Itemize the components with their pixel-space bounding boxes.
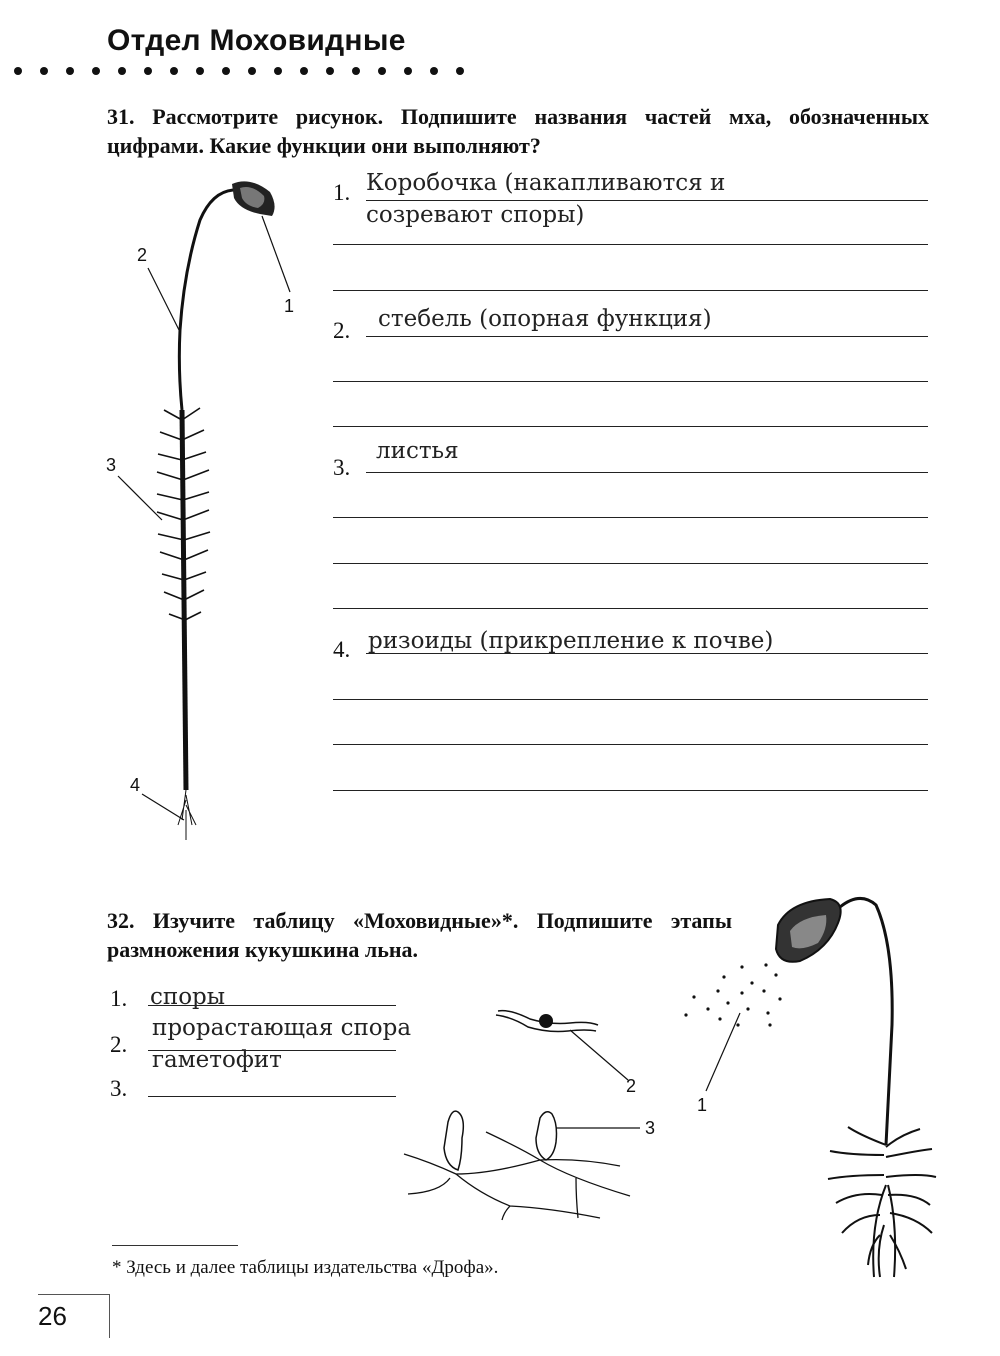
answer-line bbox=[333, 563, 928, 564]
section-title: Отдел Моховидные bbox=[107, 24, 406, 57]
figure-label-4: 4 bbox=[130, 775, 141, 795]
answer-line bbox=[333, 744, 928, 745]
stage-2-number: 2. bbox=[110, 1032, 128, 1057]
answer-line bbox=[366, 472, 928, 473]
footnote-rule bbox=[112, 1245, 238, 1246]
page-number-border-top bbox=[38, 1294, 110, 1295]
task-31-prompt: 31. Рассмотрите рисунок. Подпишите названия частей мха, обозначенных цифрами. Какие функции они выполняют? bbox=[107, 104, 929, 158]
stage-3-number: 3. bbox=[110, 1076, 128, 1101]
stage-3-text[interactable]: гаметофит bbox=[152, 1047, 282, 1073]
page-number-border-side bbox=[109, 1294, 110, 1338]
answer-1-text-line2[interactable]: созревают споры) bbox=[366, 202, 585, 228]
dotted-divider bbox=[14, 64, 464, 78]
answer-line bbox=[333, 290, 928, 291]
task-32-prompt: 32. Изучите таблицу «Моховидные»*. Подпишите этапы размножения кукушкина льна. bbox=[107, 908, 732, 962]
answer-line bbox=[148, 1005, 396, 1006]
stage-2-text[interactable]: прорастающая спора bbox=[152, 1015, 412, 1041]
answer-line bbox=[366, 200, 928, 201]
moss-plant-illustration bbox=[100, 170, 320, 870]
stage-1-number: 1. bbox=[110, 986, 128, 1011]
answer-line bbox=[333, 699, 928, 700]
answer-line bbox=[333, 608, 928, 609]
answer-line bbox=[333, 244, 928, 245]
answer-3-number: 3. bbox=[333, 455, 351, 480]
answer-line bbox=[333, 381, 928, 382]
answer-2-text[interactable]: стебель (опорная функция) bbox=[378, 306, 712, 332]
answer-1-number: 1. bbox=[333, 180, 351, 205]
stage-label-1: 1 bbox=[697, 1095, 708, 1115]
answer-line bbox=[366, 336, 928, 337]
answer-line bbox=[333, 426, 928, 427]
answer-line bbox=[366, 653, 928, 654]
answer-4-number: 4. bbox=[333, 637, 351, 662]
figure-label-1: 1 bbox=[284, 296, 295, 316]
stage-1-text[interactable]: споры bbox=[150, 984, 226, 1010]
figure-label-3: 3 bbox=[106, 455, 117, 475]
answer-4-text[interactable]: ризоиды (прикрепление к почве) bbox=[368, 628, 774, 654]
figure-label-2: 2 bbox=[137, 245, 148, 265]
moss-releasing-spores-illustration bbox=[680, 885, 980, 1280]
stage-label-2: 2 bbox=[626, 1076, 637, 1096]
answer-2-number: 2. bbox=[333, 318, 351, 343]
stage-label-3: 3 bbox=[645, 1118, 656, 1138]
footnote: * Здесь и далее таблицы издательства «Дрофа». bbox=[112, 1257, 499, 1278]
gametophyte-buds-illustration bbox=[400, 1108, 640, 1223]
page-number: 26 bbox=[38, 1301, 67, 1331]
capsule-icon bbox=[232, 181, 275, 216]
answer-3-text[interactable]: листья bbox=[376, 438, 459, 464]
answer-line bbox=[333, 517, 928, 518]
answer-line bbox=[148, 1096, 396, 1097]
answer-1-text-line1[interactable]: Коробочка (накапливаются и bbox=[366, 170, 726, 196]
answer-line bbox=[333, 790, 928, 791]
